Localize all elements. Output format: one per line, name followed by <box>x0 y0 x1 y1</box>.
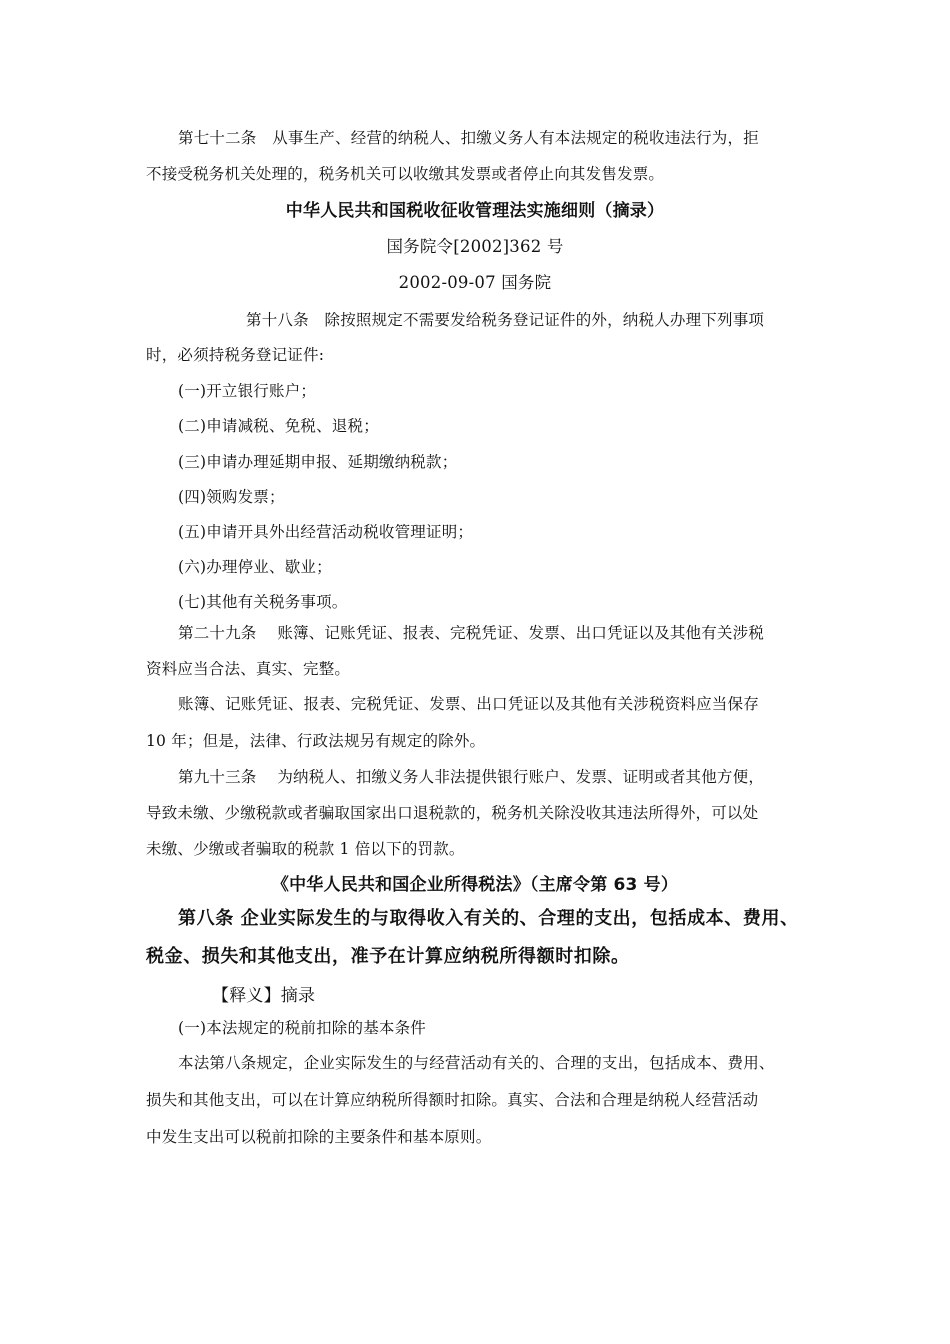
eit-para-line-2: 损失和其他支出，可以在计算应纳税所得额时扣除。真实、合法和合理是纳税人经营活动 <box>146 1091 759 1109</box>
art29-line-2: 资料应当合法、真实、完整。 <box>146 660 351 678</box>
eit-art8-line-1: 第八条 企业实际发生的与取得收入有关的、合理的支出，包括成本、费用、 <box>178 908 799 929</box>
sub-heading-1: (一)本法规定的税前扣除的基本条件 <box>178 1019 426 1037</box>
art18-item: (三)申请办理延期申报、延期缴纳税款； <box>178 453 458 471</box>
eit-para-line-1: 本法第八条规定，企业实际发生的与经营活动有关的、合理的支出，包括成本、费用、 <box>178 1054 775 1072</box>
art93-line-1: 第九十三条 为纳税人、扣缴义务人非法提供银行账户、发票、证明或者其他方便， <box>178 768 765 786</box>
art29-line-1: 第二十九条 账簿、记账凭证、报表、完税凭证、发票、出口凭证以及其他有关涉税 <box>178 624 765 642</box>
art18-item: (二)申请减税、免税、退税； <box>178 417 379 435</box>
rules-date: 2002-09-07 国务院 <box>398 273 552 292</box>
art18-line-1: 第十八条 除按照规定不需要发给税务登记证件的外，纳税人办理下列事项 <box>246 311 765 329</box>
art18-item: (六)办理停业、歇业； <box>178 558 332 576</box>
shiyi-label: 【释义】摘录 <box>212 986 316 1006</box>
art93-line-3: 未缴、少缴或者骗取的税款 1 倍以下的罚款。 <box>146 840 465 858</box>
art18-item: (五)申请开具外出经营活动税收管理证明； <box>178 523 474 541</box>
eit-para-line-3: 中发生支出可以税前扣除的主要条件和基本原则。 <box>146 1128 492 1146</box>
eit-title: 《中华人民共和国企业所得税法》（主席令第 63 号） <box>271 875 679 895</box>
art93-line-2: 导致未缴、少缴税款或者骗取国家出口退税款的，税务机关除没收其违法所得外，可以处 <box>146 804 759 822</box>
art72-line-2: 不接受税务机关处理的，税务机关可以收缴其发票或者停止向其发售发票。 <box>146 165 665 183</box>
rules-order-number: 国务院令[2002]362 号 <box>386 237 564 256</box>
rules-title: 中华人民共和国税收征收管理法实施细则（摘录） <box>285 201 665 221</box>
art18-item: (七)其他有关税务事项。 <box>178 593 348 611</box>
art29-line-3: 账簿、记账凭证、报表、完税凭证、发票、出口凭证以及其他有关涉税资料应当保存 <box>178 695 759 713</box>
art18-item: (一)开立银行账户； <box>178 382 317 400</box>
art72-line-1: 第七十二条 从事生产、经营的纳税人、扣缴义务人有本法规定的税收违法行为，拒 <box>178 129 759 147</box>
art18-item: (四)领购发票； <box>178 488 285 506</box>
art29-line-4: 10 年；但是，法律、行政法规另有规定的除外。 <box>146 732 486 750</box>
art18-line-2: 时，必须持税务登记证件: <box>146 346 325 364</box>
eit-art8-line-2: 税金、损失和其他支出，准予在计算应纳税所得额时扣除。 <box>146 946 630 967</box>
